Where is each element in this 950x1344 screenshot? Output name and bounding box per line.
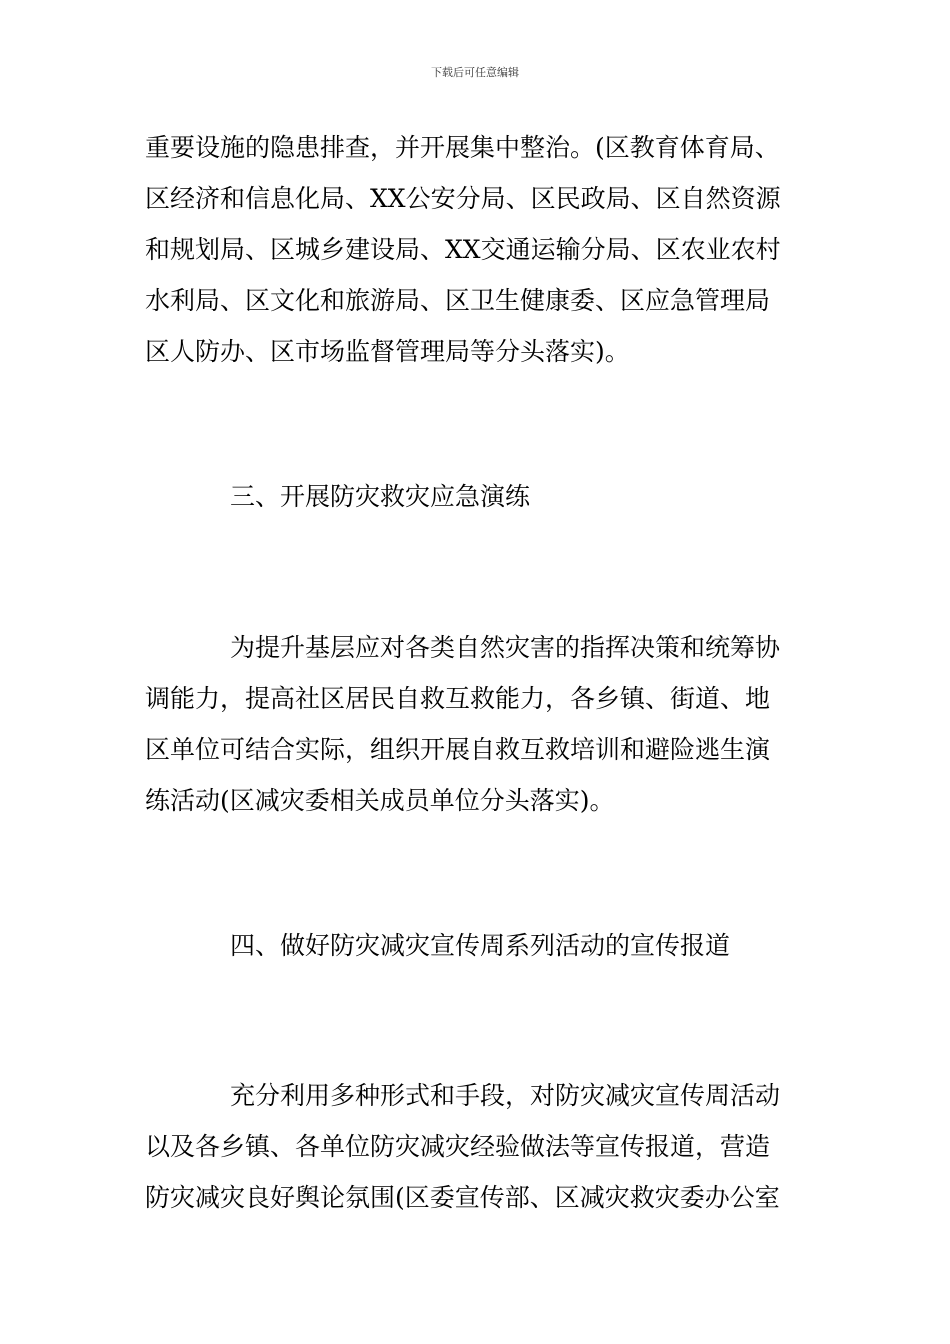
paragraph-1: [145, 122, 810, 377]
paragraph-1-line: 重要设施的隐患排查，并开展集中整治。(区教育体育局、: [145, 133, 780, 162]
paragraph-3-line: 防灾减灾良好舆论氛围(区委宣传部、区减灾救灾委办公室: [145, 1183, 780, 1212]
section-heading-4: 四、做好防灾减灾宣传周系列活动的宣传报道: [230, 931, 731, 960]
paragraph-2-line: 调能力，提高社区居民自救互救能力，各乡镇、街道、地: [145, 684, 771, 713]
paragraph-2-line: 区单位可结合实际，组织开展自救互救培训和避险逃生演: [145, 735, 771, 764]
paragraph-1-line: 水利局、区文化和旅游局、区卫生健康委、区应急管理局: [145, 286, 771, 315]
paragraph-3-line: 以及各乡镇、各单位防灾减灾经验做法等宣传报道，营造: [145, 1132, 771, 1161]
paragraph-2: [145, 622, 810, 826]
paragraph-1-line: 和规划局、区城乡建设局、XX交通运输分局、区农业农村: [145, 235, 781, 264]
paragraph-2-line: 为提升基层应对各类自然灾害的指挥决策和统筹协: [230, 633, 781, 662]
paragraph-3-line: 充分利用多种形式和手段，对防灾减灾宣传周活动: [230, 1081, 781, 1110]
paragraph-1-line: 区经济和信息化局、XX公安分局、区民政局、区自然资源: [145, 184, 781, 213]
paragraph-2-line: 练活动(区减灾委相关成员单位分头落实)。: [145, 786, 615, 815]
header-note: 下载后可任意编辑: [431, 66, 519, 79]
paragraph-3: [145, 1070, 810, 1223]
section-heading-3: 三、开展防灾救灾应急演练: [230, 482, 531, 511]
paragraph-1-line: 区人防办、区市场监督管理局等分头落实)。: [145, 337, 630, 366]
